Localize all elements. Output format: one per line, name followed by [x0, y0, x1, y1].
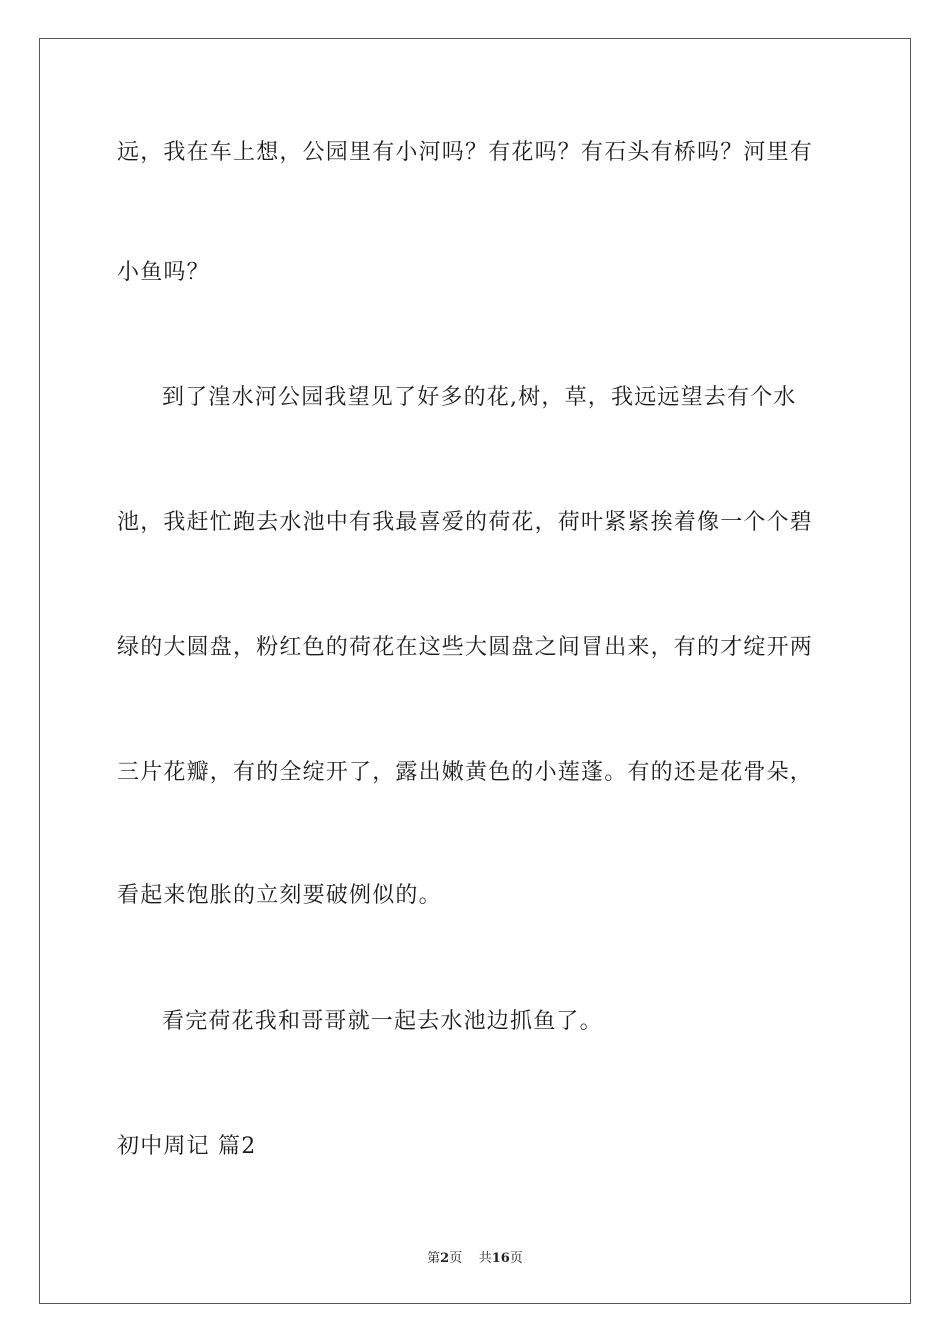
- total-prefix: 共: [478, 1251, 492, 1266]
- paragraph-line: 池，我赶忙跑去水池中有我最喜爱的荷花，荷叶紧紧挨着像一个个碧: [117, 510, 814, 535]
- page-suffix: 页: [449, 1251, 463, 1266]
- paragraph-line: 远，我在车上想，公园里有小河吗？有花吗？有石头有桥吗？河里有: [117, 140, 814, 165]
- page-border: [39, 38, 911, 1304]
- paragraph-line: 小鱼吗？: [117, 260, 210, 285]
- paragraph-line: 看完荷花我和哥哥就一起去水池边抓鱼了。: [162, 1009, 603, 1034]
- paragraph-line: 三片花瓣，有的全绽开了，露出嫩黄色的小莲蓬。有的还是花骨朵，: [117, 760, 814, 785]
- paragraph-line: 绿的大圆盘，粉红色的荷花在这些大圆盘之间冒出来，有的才绽开两: [117, 635, 814, 660]
- page-prefix: 第: [427, 1251, 441, 1266]
- page-footer: [0, 1247, 950, 1266]
- paragraph-line: 到了湟水河公园我望见了好多的花,树，草，我远远望去有个水: [162, 385, 797, 410]
- section-heading: 初中周记 篇2: [117, 1134, 257, 1159]
- total-pages: 16: [491, 1251, 510, 1266]
- paragraph-line: 看起来饱胀的立刻要破例似的。: [117, 883, 442, 908]
- page-number: 2: [440, 1251, 450, 1266]
- total-suffix: 页: [509, 1251, 523, 1266]
